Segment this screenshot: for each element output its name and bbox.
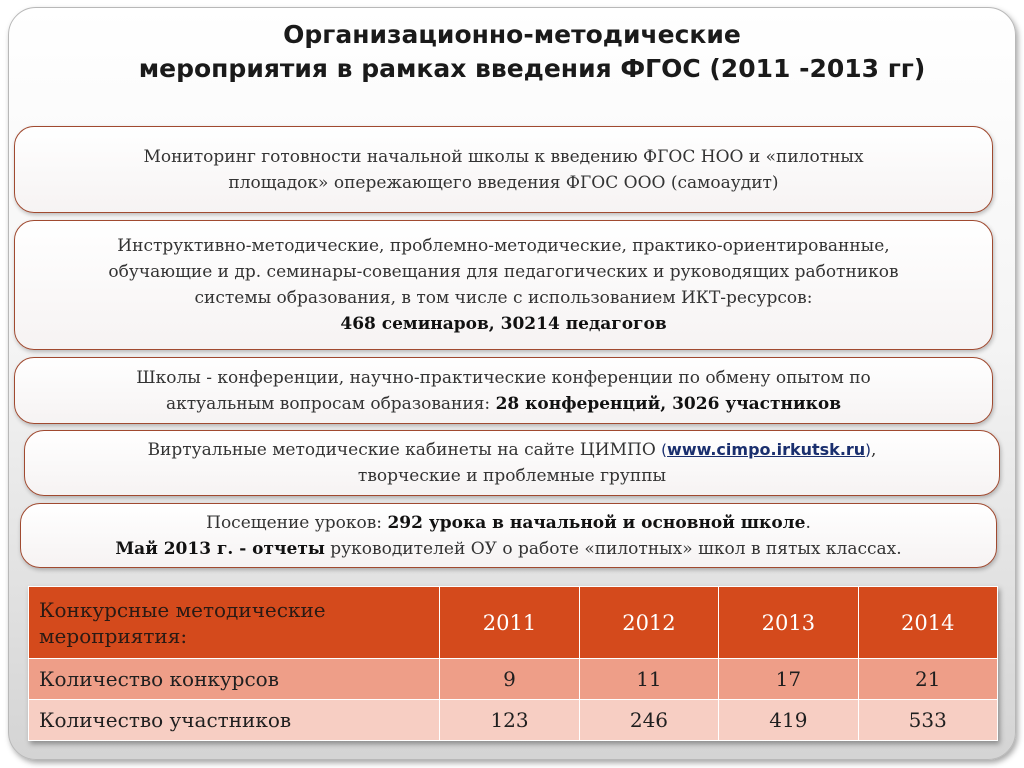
table-cell: 533 bbox=[858, 700, 997, 741]
header-cell-2013: 2013 bbox=[719, 587, 858, 659]
lessons-stats: 292 урока в начальной и основной школе bbox=[387, 512, 806, 533]
header-cell-2011: 2011 bbox=[440, 587, 579, 659]
table-cell: 21 bbox=[858, 659, 997, 700]
reports-label: Май 2013 г. - отчеты bbox=[115, 538, 325, 559]
table-cell: 9 bbox=[440, 659, 579, 700]
table-row bbox=[29, 700, 998, 741]
cimpo-site-link[interactable]: www.cimpo.irkutsk.ru bbox=[667, 440, 866, 459]
virtual-cabinets-box bbox=[24, 430, 1000, 496]
conferences-line-2-text: актуальным вопросам образования: bbox=[165, 393, 496, 414]
lessons-line-1 bbox=[39, 510, 978, 536]
seminars-box bbox=[14, 220, 993, 350]
conferences-line-2 bbox=[33, 391, 974, 417]
table-header-row bbox=[29, 587, 998, 659]
row-label: Количество участников bbox=[29, 700, 440, 741]
virtual-line-2: творческие и проблемные группы bbox=[357, 466, 667, 486]
seminars-line-1: Инструктивно-методические, проблемно-методические, практико-ориентированные, bbox=[117, 236, 890, 256]
table-cell: 123 bbox=[440, 700, 579, 741]
table-row bbox=[29, 659, 998, 700]
virtual-line-1 bbox=[43, 437, 981, 463]
header-cell-2012: 2012 bbox=[579, 587, 718, 659]
table-cell: 246 bbox=[579, 700, 718, 741]
monitoring-line-1: Мониторинг готовности начальной школы к введению ФГОС НОО и «пилотных bbox=[143, 146, 864, 167]
conferences-stats: 28 конференций, 3026 участников bbox=[495, 393, 842, 414]
lessons-line-1-text: Посещение уроков: bbox=[206, 512, 388, 533]
table-cell: 17 bbox=[719, 659, 858, 700]
lessons-line-2 bbox=[39, 536, 978, 562]
monitoring-line-2: площадок» опережающего введения ФГОС ООО (самоаудит) bbox=[228, 172, 779, 193]
virtual-line-1-text: Виртуальные методические кабинеты на сайте ЦИМПО bbox=[147, 440, 662, 460]
page-title bbox=[0, 18, 1024, 86]
row-label: Количество конкурсов bbox=[29, 659, 440, 700]
seminars-line-3: системы образования, в том числе с использованием ИКТ-ресурсов: bbox=[194, 288, 813, 308]
header-cell-event: Конкурсные методические мероприятия: bbox=[29, 587, 440, 659]
title-line-1: Организационно-методические bbox=[283, 20, 741, 49]
table-cell: 419 bbox=[719, 700, 858, 741]
virtual-comma: , bbox=[871, 440, 877, 460]
table-cell: 11 bbox=[579, 659, 718, 700]
link-paren-close: ) bbox=[865, 441, 872, 459]
title-line-2: мероприятия в рамках введения ФГОС (2011 -2013 гг) bbox=[138, 54, 926, 83]
seminars-stats: 468 семинаров, 30214 педагогов bbox=[340, 314, 667, 334]
monitoring-box bbox=[14, 126, 993, 213]
lessons-line-2-text: руководителей ОУ о работе «пилотных» школ в пятых классах. bbox=[324, 538, 902, 559]
conferences-box bbox=[14, 357, 993, 424]
lessons-line-1-end: . bbox=[805, 512, 811, 533]
contests-table bbox=[28, 586, 998, 741]
lessons-box bbox=[20, 503, 997, 568]
conferences-line-1: Школы - конференции, научно-практические конференции по обмену опытом по bbox=[136, 367, 871, 388]
seminars-line-2: обучающие и др. семинары-совещания для педагогических и руководящих работников bbox=[108, 262, 899, 282]
link-paren-open: ( bbox=[661, 441, 668, 459]
header-cell-2014: 2014 bbox=[858, 587, 997, 659]
